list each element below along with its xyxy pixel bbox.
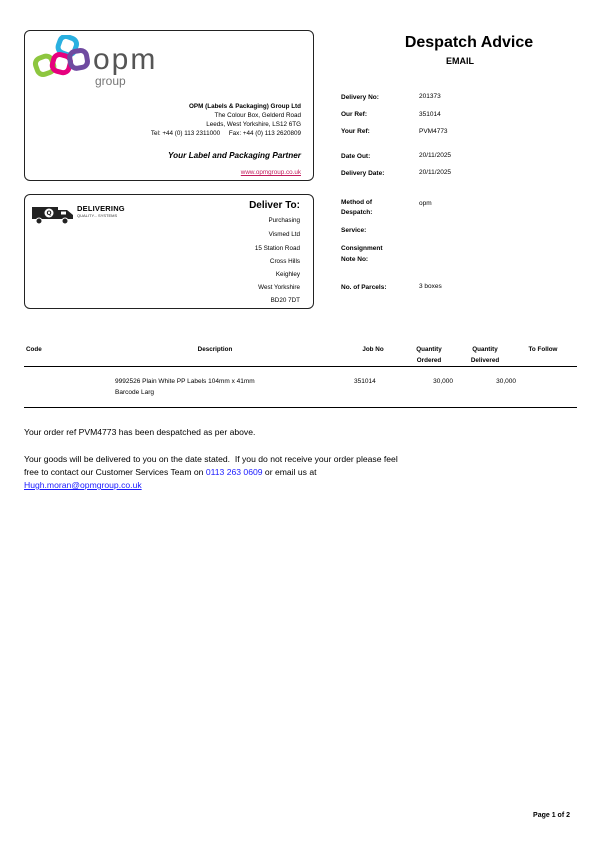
method-label-1: Method of [341,199,373,206]
company-phone: Tel: +44 (0) 113 2311000 Fax: +44 (0) 113 2620809 [150,130,301,137]
company-website-link[interactable]: www.opmgroup.co.uk [240,169,301,176]
method-label-2: Despatch: [341,209,373,216]
table-bottom-divider [24,407,577,408]
delivery-logo-line1: DELIVERING [77,204,125,213]
opm-logo-icon [31,35,93,85]
your-ref-label: Your Ref: [341,128,370,135]
document-subtitle: EMAIL [446,56,474,66]
row-description-1: 9992526 Plain White PP Labels 104mm x 41mm [115,378,255,385]
company-name: OPM (Labels & Packaging) Group Ltd [189,103,301,110]
consignment-label-1: Consignment [341,245,383,252]
deliver-to-line: West Yorkshire [258,284,300,291]
deliver-to-line: 15 Station Road [254,245,300,252]
consignment-label-2: Note No: [341,256,369,263]
date-out-value: 20/11/2025 [419,152,452,159]
deliver-to-line: Purchasing [268,217,300,224]
document-title: Despatch Advice [404,34,534,51]
deliver-to-line: BD20 7DT [270,297,300,304]
row-qty-delivered: 30,000 [496,378,516,385]
contact-text-b: or email us at [262,467,317,477]
row-description-2: Barcode Larg [115,389,155,396]
delivery-van-icon [31,203,75,225]
company-box [24,30,314,181]
svg-text:Q: Q [46,210,52,218]
parcels-value: 3 boxes [419,283,442,290]
logo-word: opm [93,43,158,76]
col-job-no: Job No [362,346,384,353]
col-qty-ordered-2: Ordered [416,357,442,364]
deliver-to-heading: Deliver To: [249,200,300,211]
despatch-message: Your order ref PVM4773 has been despatched as per above. [24,427,256,437]
service-label: Service: [341,227,367,234]
method-value: opm [419,200,432,207]
contact-email-link[interactable]: Hugh.moran@opmgroup.co.uk [24,480,142,490]
deliver-to-box [24,194,314,309]
company-tagline: Your Label and Packaging Partner [167,151,301,160]
deliver-to-line: Vismed Ltd [268,231,300,238]
delivery-date-value: 20/11/2025 [419,169,452,176]
parcels-label: No. of Parcels: [341,284,387,291]
date-out-label: Date Out: [341,153,371,160]
col-description: Description [197,346,233,353]
col-qty-delivered-2: Delivered [470,357,500,364]
our-ref-label: Our Ref: [341,111,367,118]
page-number: Page 1 of 2 [533,812,570,819]
delivery-no-value: 201373 [419,93,441,100]
delivery-logo-line2: QUALITY... SYSTEMS [77,213,118,218]
deliver-to-line: Cross Hills [269,258,300,265]
company-address-2: Leeds, West Yorkshire, LS12 6TG [206,121,301,128]
col-to-follow: To Follow [528,346,558,353]
table-header-divider [24,366,577,367]
delivery-date-label: Delivery Date: [341,170,385,177]
company-address-1: The Colour Box, Gelderd Road [214,112,301,119]
deliver-to-line: Keighley [275,271,300,278]
col-code: Code [26,346,42,353]
col-qty-ordered-1: Quantity [416,346,442,353]
row-qty-ordered: 30,000 [433,378,453,385]
logo-subword: group [95,74,126,88]
delivery-info-line: Your goods will be delivered to you on the date stated. If you do not receive your order please feel [24,454,398,464]
our-ref-value: 351014 [419,111,441,118]
contact-text-a: free to contact our Customer Services Team on [24,467,206,477]
customer-services-phone[interactable]: 0113 263 0609 [205,467,263,477]
delivery-no-label: Delivery No: [341,94,379,101]
col-qty-delivered-1: Quantity [472,346,498,353]
your-ref-value: PVM4773 [419,128,448,135]
row-job-no: 351014 [354,378,376,385]
contact-email-line [24,480,544,492]
contact-line [24,467,544,479]
